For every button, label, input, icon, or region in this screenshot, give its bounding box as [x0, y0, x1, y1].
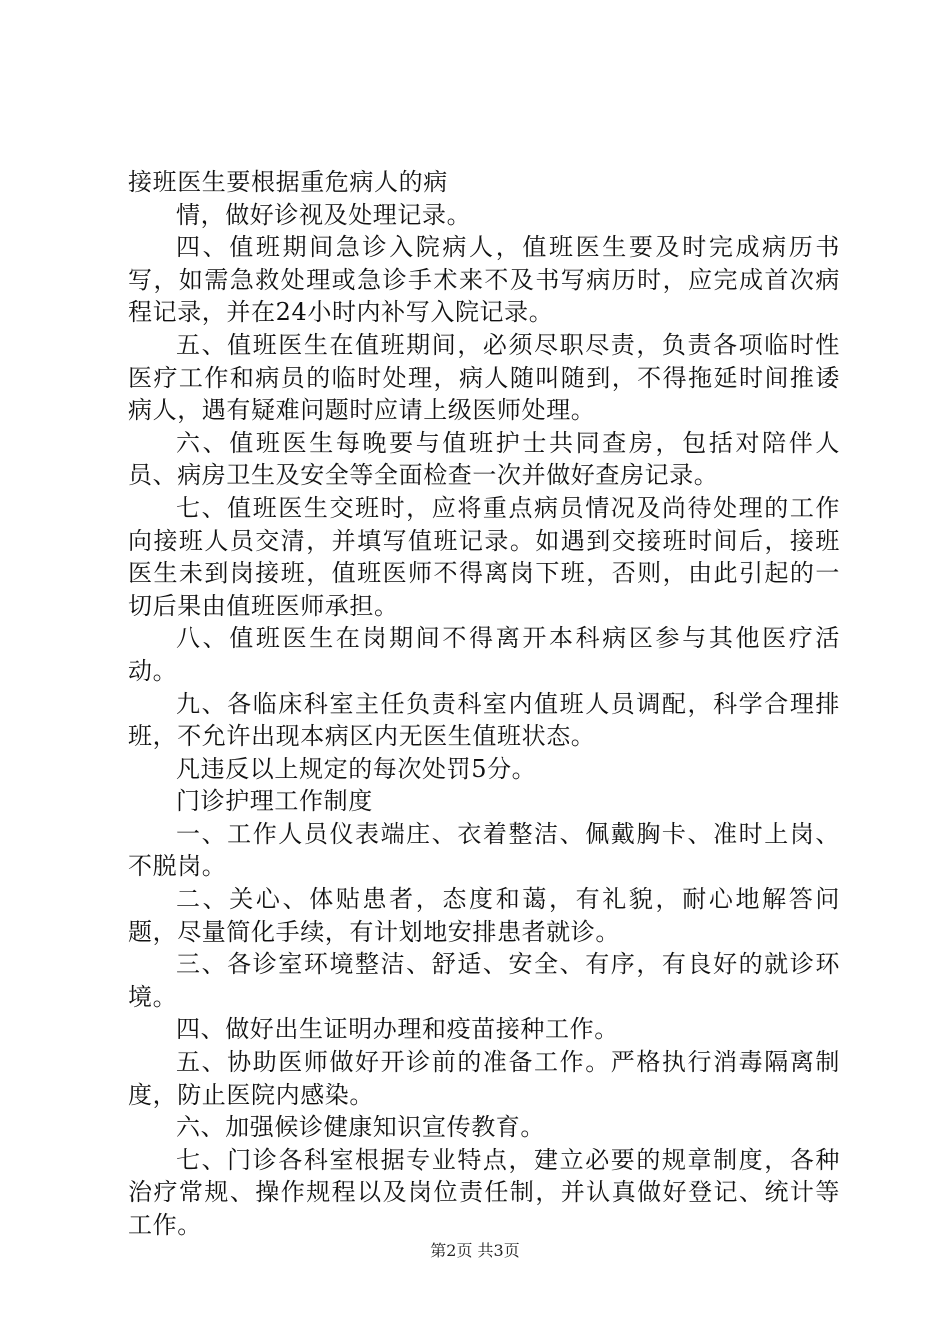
- paragraph-nursing-4: 四、做好出生证明办理和疫苗接种工作。: [176, 1015, 619, 1044]
- paragraph-nursing-5: 五、协助医师做好开诊前的准备工作。严格执行消毒隔离制度，防止医院内感染。: [128, 1048, 840, 1109]
- paragraph-rule-8: 八、值班医生在岗期间不得离开本科病区参与其他医疗活动。: [128, 624, 840, 685]
- paragraph-nursing-7: 七、门诊各科室根据专业特点，建立必要的规章制度，各种治疗常规、操作规程以及岗位责任制，并认真做好登记、统计等工作。: [128, 1145, 840, 1239]
- paragraph-nursing-1: 一、工作人员仪表端庄、衣着整洁、佩戴胸卡、准时上岗、不脱岗。: [128, 819, 840, 881]
- paragraph-nursing-3: 三、各诊室环境整洁、舒适、安全、有序，有良好的就诊环境。: [128, 950, 840, 1011]
- paragraph-continuation: 接班医生要根据重危病人的病: [128, 168, 448, 196]
- page-footer: [0, 1241, 950, 1261]
- paragraph-rule-9: 九、各临床科室主任负责科室内值班人员调配，科学合理排班，不允许出现本病区内无医生值班状态。: [128, 689, 840, 751]
- paragraph-rule-7: 七、值班医生交班时，应将重点病员情况及尚待处理的工作向接班人员交清，并填写值班记录。如遇到交接班时间后，接班医生未到岗接班，值班医师不得离岗下班，否则，由此引起的一切后果由值班医师承担。: [128, 493, 840, 620]
- paragraph-nursing-2: 二、关心、体贴患者，态度和蔼，有礼貌，耐心地解答问题，尽量简化手续，有计划地安排患者就诊。: [128, 885, 840, 946]
- section-heading: 门诊护理工作制度: [176, 787, 373, 816]
- paragraph-rule-6: 六、值班医生每晚要与值班护士共同查房，包括对陪伴人员、病房卫生及安全等全面检查一次并做好查房记录。: [128, 428, 840, 490]
- paragraph-continuation-end: 情，做好诊视及处理记录。: [176, 200, 472, 229]
- document-body: [128, 166, 840, 1242]
- page-number: 第2页 共3页: [430, 1241, 520, 1260]
- paragraph-rule-4: 四、值班期间急诊入院病人，值班医生要及时完成病历书写，如需急救处理或急诊手术来不及书写病历时，应完成首次病程记录，并在24小时内补写入院记录。: [128, 233, 840, 327]
- paragraph-rule-5: 五、值班医生在值班期间，必须尽职尽责，负责各项临时性医疗工作和病员的临时处理，病人随叫随到，不得拖延时间推诿病人，遇有疑难问题时应请上级医师处理。: [128, 330, 840, 425]
- paragraph-penalty: 凡违反以上规定的每次处罚5分。: [176, 754, 537, 783]
- paragraph-nursing-6: 六、加强候诊健康知识宣传教育。: [176, 1113, 545, 1142]
